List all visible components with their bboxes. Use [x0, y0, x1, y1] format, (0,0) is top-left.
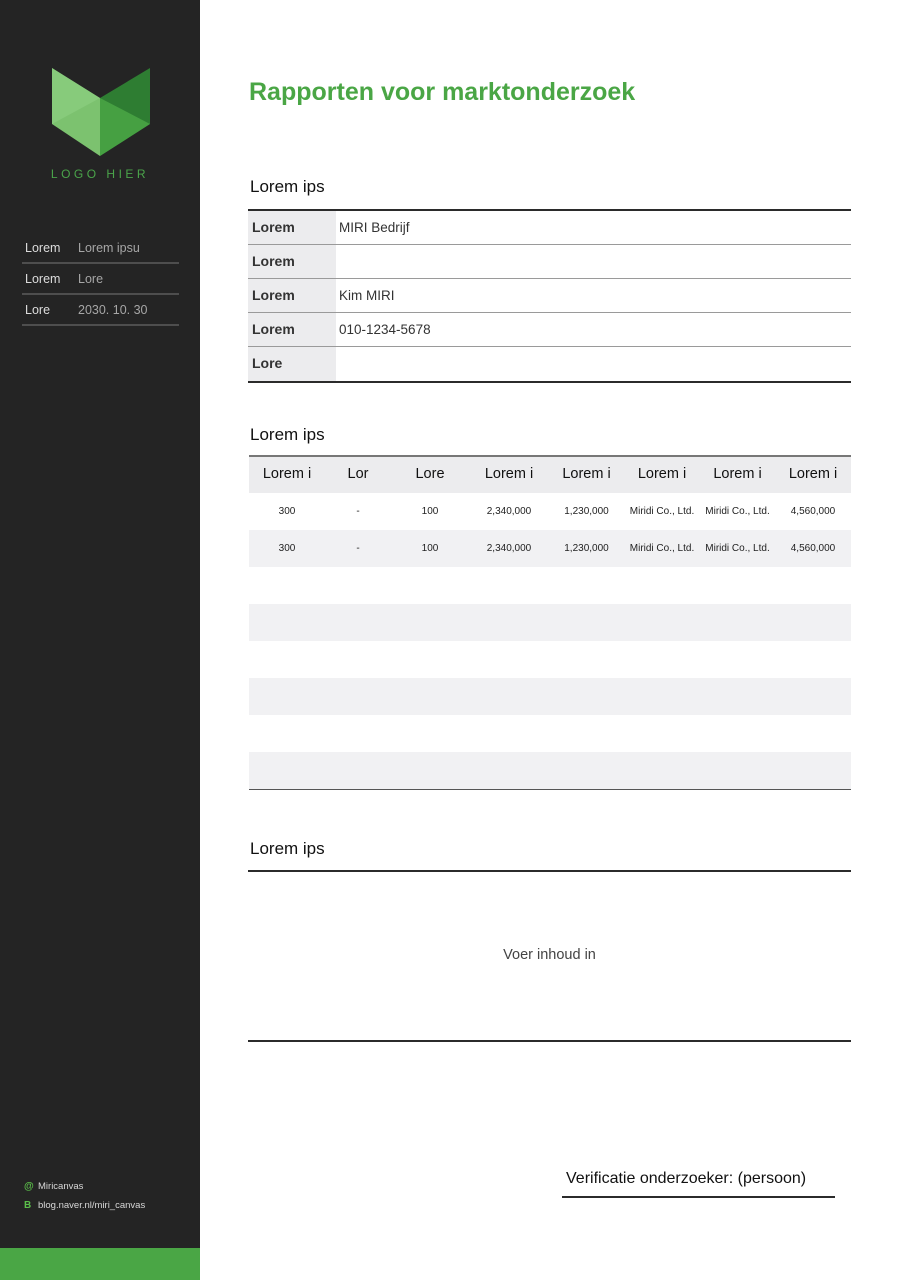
table-cell: [325, 604, 391, 641]
logo-text: LOGO HIER: [50, 167, 150, 181]
table-cell: [700, 641, 775, 678]
table-cell: [249, 604, 325, 641]
table-header: [249, 457, 851, 493]
contact-list: [24, 1177, 145, 1215]
table-cell: 2,340,000: [486, 506, 532, 517]
table-cell: [624, 678, 700, 715]
info-key: Lorem: [248, 245, 336, 278]
table-cell: [391, 641, 469, 678]
table-cell: [700, 752, 775, 789]
table-cell: [700, 678, 775, 715]
table-cell: 1,230,000: [564, 543, 609, 554]
table-cell: [325, 567, 391, 604]
table-cell: [775, 715, 851, 752]
column-header: Lorem i: [713, 466, 762, 482]
table-cell: [624, 567, 700, 604]
data-table: [249, 455, 851, 790]
table-cell: [249, 752, 325, 789]
table-row: [249, 493, 851, 530]
info-table: [248, 209, 851, 383]
info-row: [248, 245, 851, 279]
info-key: Lorem: [248, 279, 336, 312]
meta-row: [22, 295, 179, 326]
info-key: Lore: [248, 347, 336, 381]
logo-icon: [52, 68, 150, 156]
info-key: Lorem: [248, 211, 336, 244]
table-cell: 1,230,000: [564, 506, 609, 517]
meta-row: [22, 233, 179, 264]
table-cell: [469, 752, 549, 789]
table-cell: Miridi Co., Ltd.: [705, 506, 770, 517]
table-cell: [549, 752, 624, 789]
table-cell: [391, 604, 469, 641]
table-cell: [549, 641, 624, 678]
column-header: Lore: [415, 466, 445, 482]
contact-item: [24, 1177, 145, 1196]
table-cell: [549, 678, 624, 715]
table-row: [249, 641, 851, 678]
info-value[interactable]: 010-1234-5678: [339, 322, 431, 337]
table-row: [249, 530, 851, 567]
contact-text: blog.naver.nl/miri_canvas: [38, 1200, 146, 1211]
table-row: [249, 567, 851, 604]
table-cell: [391, 715, 469, 752]
contact-text: Miricanvas: [38, 1181, 84, 1192]
blog-icon: B: [24, 1200, 32, 1211]
table-cell: [549, 567, 624, 604]
section-title: Lorem ips: [250, 425, 325, 444]
table-cell: -: [356, 543, 360, 554]
table-row: [249, 604, 851, 641]
info-value[interactable]: Kim MIRI: [339, 288, 395, 303]
content-placeholder: Voer inhoud in: [503, 947, 596, 963]
meta-key: Lorem: [25, 271, 61, 286]
info-value[interactable]: MIRI Bedrijf: [339, 220, 410, 235]
contact-item: [24, 1196, 145, 1215]
table-cell: [391, 678, 469, 715]
table-cell: Miridi Co., Ltd.: [705, 543, 770, 554]
info-row: [248, 313, 851, 347]
verification-line: Verificatie onderzoeker: (persoon): [562, 1170, 835, 1198]
table-cell: [469, 641, 549, 678]
table-cell: 300: [278, 506, 296, 517]
column-header: Lorem i: [262, 466, 312, 482]
table-cell: [469, 604, 549, 641]
table-cell: [325, 752, 391, 789]
content-box[interactable]: [248, 870, 851, 1042]
table-cell: [249, 678, 325, 715]
table-cell: [469, 715, 549, 752]
column-header: Lorem i: [637, 466, 687, 482]
table-cell: 4,560,000: [790, 506, 836, 517]
table-cell: [249, 567, 325, 604]
table-cell: [469, 567, 549, 604]
table-cell: [624, 604, 700, 641]
table-cell: [391, 752, 469, 789]
table-cell: [775, 641, 851, 678]
table-cell: Miridi Co., Ltd.: [629, 543, 695, 554]
table-cell: 2,340,000: [486, 543, 532, 554]
table-cell: [700, 604, 775, 641]
meta-value: 2030. 10. 30: [78, 302, 148, 317]
table-cell: Miridi Co., Ltd.: [629, 506, 695, 517]
column-header: Lor: [347, 466, 369, 482]
meta-row: [22, 264, 179, 295]
table-cell: [775, 567, 851, 604]
table-cell: [549, 715, 624, 752]
table-cell: [700, 715, 775, 752]
info-value[interactable]: [336, 245, 851, 278]
meta-value: Lore: [78, 271, 104, 286]
table-row: [249, 752, 851, 789]
table-row: [249, 715, 851, 752]
column-header: Lorem i: [562, 466, 611, 482]
info-row: [248, 279, 851, 313]
meta-key: Lore: [25, 302, 51, 317]
section-title: Lorem ips: [250, 177, 325, 196]
info-row: [248, 211, 851, 245]
meta-list: [22, 233, 179, 326]
column-header: Lorem i: [788, 466, 838, 482]
table-cell: [469, 678, 549, 715]
accent-bar: [0, 1248, 200, 1280]
table-cell: [549, 604, 624, 641]
table-cell: 100: [421, 543, 439, 554]
table-cell: [624, 752, 700, 789]
table-cell: [700, 567, 775, 604]
table-cell: [775, 752, 851, 789]
info-value[interactable]: [336, 347, 851, 381]
table-cell: [775, 678, 851, 715]
table-cell: -: [356, 506, 360, 517]
table-row: [249, 678, 851, 715]
table-body: [249, 493, 851, 789]
info-row: [248, 347, 851, 381]
table-cell: [624, 715, 700, 752]
sidebar: [0, 0, 200, 1280]
column-header: Lorem i: [484, 466, 534, 482]
table-cell: [249, 641, 325, 678]
meta-key: Lorem: [25, 240, 61, 255]
table-cell: [391, 567, 469, 604]
table-cell: 100: [421, 506, 439, 517]
table-cell: [325, 641, 391, 678]
table-cell: 4,560,000: [790, 543, 836, 554]
section-title: Lorem ips: [250, 839, 325, 858]
info-key: Lorem: [248, 313, 336, 346]
table-cell: [775, 604, 851, 641]
table-cell: 300: [278, 543, 296, 554]
table-cell: [325, 678, 391, 715]
at-icon: @: [24, 1181, 34, 1192]
table-cell: [249, 715, 325, 752]
meta-value: Lorem ipsu: [78, 240, 140, 255]
page-title: Rapporten voor marktonderzoek: [249, 78, 636, 106]
table-cell: [325, 715, 391, 752]
table-cell: [624, 641, 700, 678]
